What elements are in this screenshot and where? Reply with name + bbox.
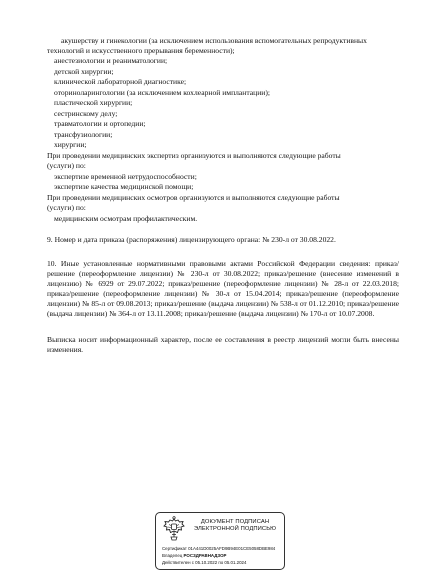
- signature-title: ДОКУМЕНТ ПОДПИСАН ЭЛЕКТРОННОЙ ПОДПИСЬЮ: [193, 519, 277, 532]
- section-9-license-order: 9. Номер и дата приказа (распоряжения) лицензирующего органа: № 230-л от 30.08.2022.: [47, 235, 336, 244]
- list-line: сестринскому делу;: [54, 109, 118, 118]
- list-line: трансфузиологии;: [54, 130, 113, 139]
- list-line: анестезиологии и реаниматологии;: [54, 56, 168, 65]
- list-line: экспертизе качества медицинской помощи;: [54, 182, 194, 191]
- list-line: клинической лабораторной диагностике;: [54, 77, 187, 86]
- section-10-other-info: 10. Иные установленные нормативными правовыми актами Российской Федерации сведения: приказ/решение (переоформление лицензии) № 230-л от 30.08.2022; приказ/решение (внесение изменений в лицензию) № 6929 от 29.07.2022; приказ/решение (переоформление лицензии) № 28-л от 22.03.2018; приказ/решение (переоформление лицензии) № 30-л от 15.04.2014; приказ/решение (переоформление лицензии) № 85-л от 09.08.2013; приказ/решение (выдача лицензии) № 538-л от 01.12.2010; приказ/решение (выдача лицензии) № 364-л от 13.11.2008; приказ/решение (выдача лицензии) № 170-л от 10.07.2008.: [47, 259, 399, 318]
- list-line: медицинским осмотрам профилактическим.: [54, 214, 198, 223]
- list-line: экспертизе временной нетрудоспособности;: [54, 172, 197, 181]
- list-line: хирургии;: [54, 140, 87, 149]
- owner-row: Владелец РОСЗДРАВНАДЗОР: [162, 553, 227, 558]
- list-line: травматологии и ортопедии;: [54, 119, 146, 128]
- list-line: При проведении медицинских экспертиз организуются и выполняются следующие работы: [47, 151, 341, 160]
- registry-disclaimer: Выписка носит информационный характер, после ее составления в реестр лицензий могли быть внесены изменения.: [47, 335, 399, 354]
- list-line: (услуги) по:: [47, 203, 86, 212]
- coat-of-arms-emblem-icon: [162, 516, 186, 542]
- list-line: технологий и искусственного прерывания беременности);: [47, 46, 235, 55]
- validity-row: Действителен с 05.10.2022 по 05.01.2024: [162, 560, 247, 565]
- list-line: оториноларингологии (за исключением кохлеарной имплантации);: [54, 88, 270, 97]
- list-line: При проведении медицинских осмотров организуются и выполняются следующие работы: [47, 193, 340, 202]
- electronic-signature-stamp: [155, 512, 285, 570]
- list-line: (услуги) по:: [47, 161, 86, 170]
- certificate-row: Сертификат 01A441D0025AFD9B94E01CE5058DBE984: [162, 546, 276, 551]
- list-line: детской хирургии;: [54, 67, 114, 76]
- list-line: акушерству и гинекологии (за исключением использования вспомогательных репродуктивных: [61, 36, 367, 45]
- list-line: пластической хирургии;: [54, 98, 133, 107]
